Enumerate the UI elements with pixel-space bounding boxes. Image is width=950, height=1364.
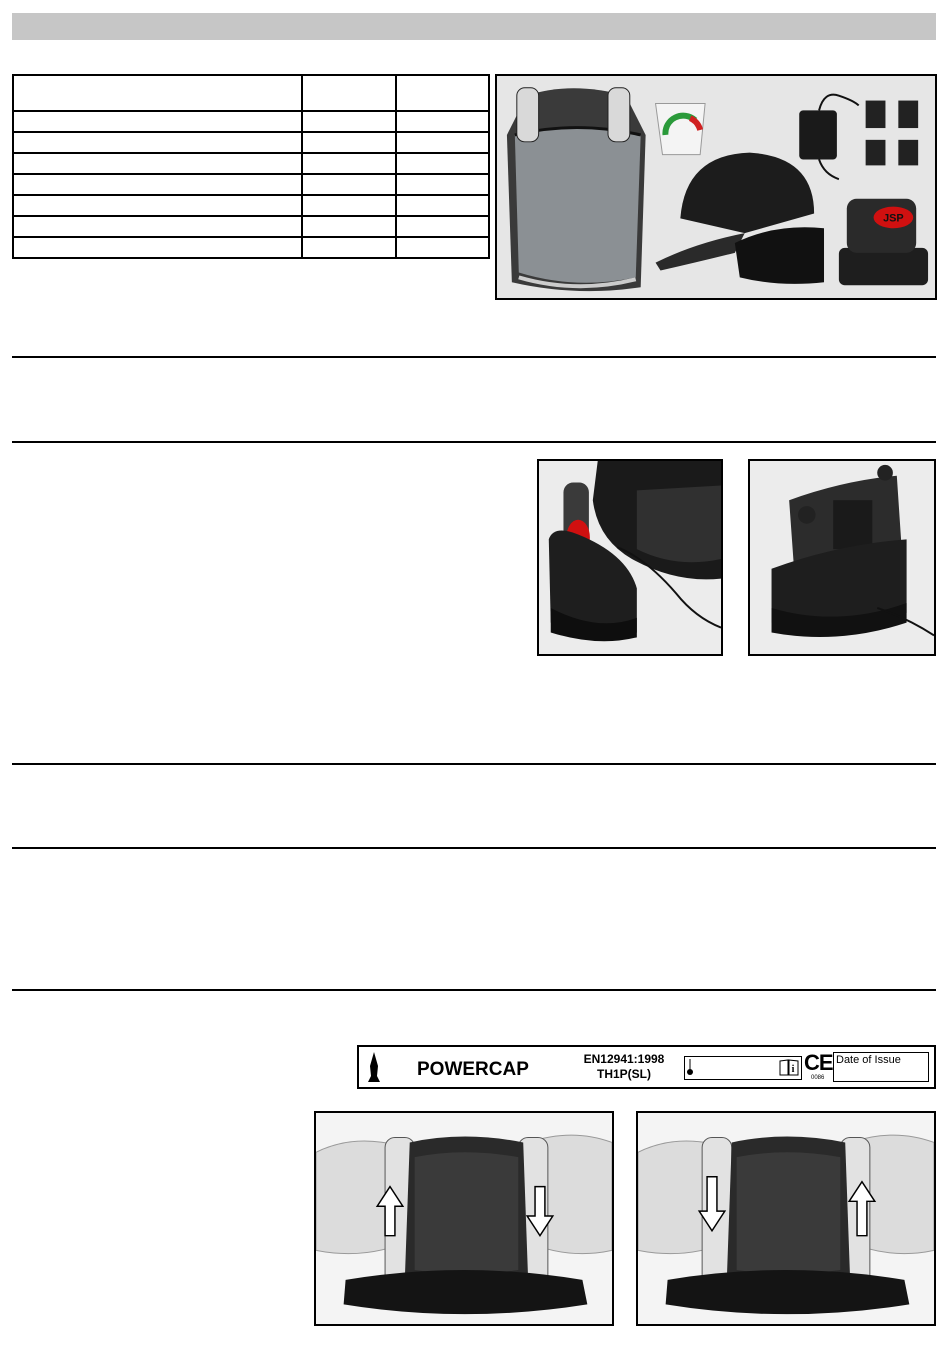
table-row [13, 195, 489, 216]
charger-with-cap-photo [537, 459, 723, 656]
table-cell [396, 195, 489, 216]
ce-number: 0086 [811, 1075, 825, 1081]
table-row [13, 153, 489, 174]
section-divider [12, 441, 936, 443]
table-cell [13, 174, 302, 195]
table-row [13, 75, 489, 111]
jsp-logo: JSP [883, 212, 904, 225]
table-cell [302, 153, 396, 174]
table-row [13, 216, 489, 237]
section-divider [12, 989, 936, 991]
storage-info-box [684, 1056, 802, 1080]
read-instructions-icon [779, 1059, 799, 1076]
warning-marker-icon [367, 1052, 381, 1084]
svg-text:i: i [791, 1064, 795, 1075]
table-cell [302, 111, 396, 132]
section-divider [12, 847, 936, 849]
filter-fitting-photo-2 [636, 1111, 936, 1326]
table-cell [396, 216, 489, 237]
section-header-bar [12, 13, 936, 40]
section-divider [12, 356, 936, 358]
table-cell [302, 132, 396, 153]
table-cell [302, 174, 396, 195]
table-cell [302, 216, 396, 237]
table-row [13, 237, 489, 258]
product-label [357, 1045, 936, 1089]
table-cell [13, 216, 302, 237]
table-row [13, 111, 489, 132]
table-cell [13, 237, 302, 258]
table-cell [13, 75, 302, 111]
section-divider [12, 763, 936, 765]
table-cell [302, 75, 396, 111]
table-cell [396, 75, 489, 111]
table-row [13, 132, 489, 153]
ce-mark: CE [804, 1050, 833, 1075]
standard-number: EN12941:1998 [583, 1052, 665, 1066]
table-cell [13, 132, 302, 153]
charger-dock-photo [748, 459, 936, 656]
kit-contents-photo [495, 74, 937, 300]
product-name: POWERCAP [417, 1059, 529, 1080]
table-cell [396, 132, 489, 153]
table-cell [13, 195, 302, 216]
table-row [13, 174, 489, 195]
table-cell [13, 111, 302, 132]
table-cell [396, 174, 489, 195]
table-cell [396, 153, 489, 174]
table-cell [302, 195, 396, 216]
date-of-issue-box: Date of Issue [833, 1052, 929, 1082]
table-cell [396, 237, 489, 258]
standard-text [569, 1052, 679, 1082]
thermometer-icon [687, 1059, 695, 1076]
spec-table [12, 74, 490, 259]
classification: TH1P(SL) [597, 1067, 651, 1081]
table-cell [302, 237, 396, 258]
filter-fitting-photo-1 [314, 1111, 614, 1326]
table-cell [13, 153, 302, 174]
table-cell [396, 111, 489, 132]
